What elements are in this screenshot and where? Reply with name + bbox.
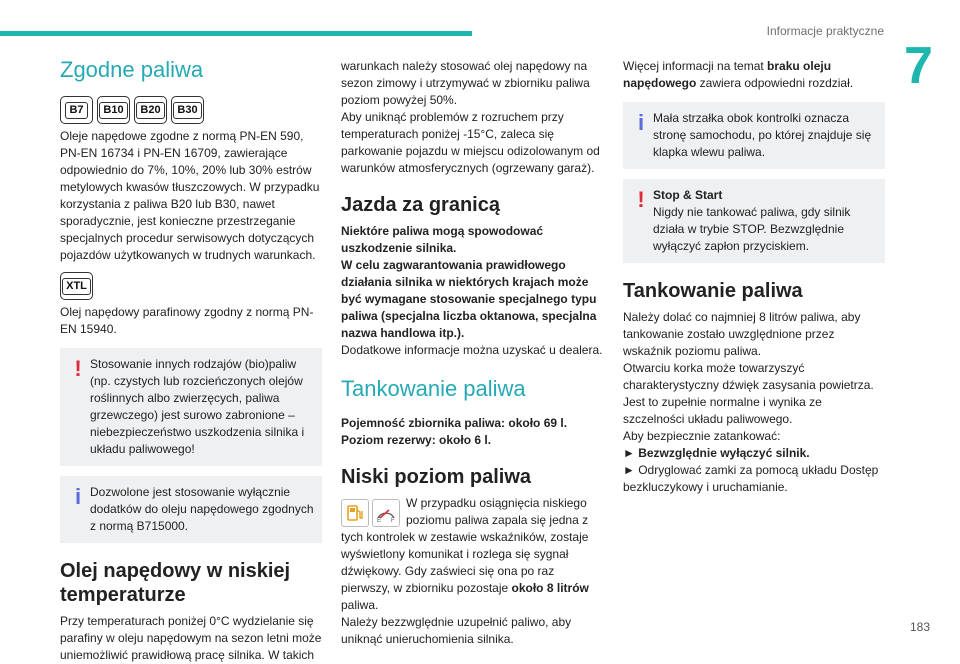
svg-text:E: E xyxy=(377,518,382,524)
heading-refueling: Tankowanie paliwa xyxy=(341,376,526,401)
info-note-arrow: i Mała strzałka obok kontrolki oznacza stronę samochodu, po której znajduje się klapka wlewu paliwa. xyxy=(623,102,885,169)
paragraph-safe-refuel: Aby bezpiecznie zatankować: xyxy=(623,429,781,443)
paragraph-refill: Należy bezzwględnie uzupełnić paliwo, aby uniknąć unieruchomienia silnika. xyxy=(341,615,572,646)
fuel-pump-icon xyxy=(341,499,369,527)
abroad-warning-1: Niektóre paliwa mogą spowodować uszkodzenie silnika. xyxy=(341,224,544,255)
xtl-badge-row xyxy=(60,272,322,300)
section-title: Informacje praktyczne xyxy=(766,24,884,38)
fuel-gauge-icon xyxy=(372,499,400,527)
info-icon: i xyxy=(74,484,82,509)
paragraph-biodiesel: Oleje napędowe zgodne z normą PN-EN 590, PN-EN 16734 i PN-EN 16709, zawierające odpowiednio do 7%, 10%, 20% lub 30% estrów metylowych kwasów tłuszczowych. W przypadku korzystania z paliwa B20 lub B30, nawet sporadycznie, jest konieczne przestrzeganie specjalnych procedur serwisowych dotyczących pojazdów użytkowanych w trudnych warunkach. xyxy=(60,129,320,262)
heading-abroad: Jazda za granicą xyxy=(341,194,500,216)
paragraph-min-liters: Należy dolać co najmniej 8 litrów paliwa, aby tankowanie zostało uwzględnione przez wskaźnik poziomu paliwa. xyxy=(623,310,861,358)
paragraph-garage: Aby uniknąć problemów z rozruchem przy temperaturach poniżej -15°C, zaleca się parkowanie pojazdu w miejscu odizolowanym od warunków atmosferycznych (ogrzewany garaż). xyxy=(341,110,600,175)
low-fuel-icons xyxy=(341,499,400,527)
abroad-dealer: Dodatkowe informacje można uzyskać u dealera. xyxy=(341,343,603,357)
column-2 xyxy=(341,58,603,648)
paragraph-low-fuel: W przypadku osiągnięcia niskiego poziomu paliwa zapala się jedna z tych kontrolek w zestawie wskaźników, zostaje wyświetlony komunikat i rozlega się sygnał dźwiękowy. Gdy zaświeci się ona po raz pierwszy, w zbiorniku pozostaje około 8 litrów paliwa. xyxy=(341,496,589,612)
tank-reserve: Poziom rezerwy: około 6 l. xyxy=(341,433,492,447)
paragraph-xtl: Olej napędowy parafinowy zgodny z normą PN-EN 15940. xyxy=(60,305,314,336)
warning-note-stop-start: ! Stop & Start Nigdy nie tankować paliwa, gdy silnik działa w trybie STOP. Bezwzględnie wyłączyć zapłon przyciskiem. xyxy=(623,179,885,263)
exclamation-icon: ! xyxy=(637,187,645,212)
column-3 xyxy=(623,58,885,496)
heading-cold-diesel: Olej napędowy w niskiej temperaturze xyxy=(60,560,291,606)
page-number: 183 xyxy=(909,620,930,634)
warning-note-biofuels: ! Stosowanie innych rodzajów (bio)paliw (np. czystych lub rozcieńczonych olejów roślinnych albo zwierzęcych, paliwa grzewczego) jest surowo zabronione – niebezpieczeństwo uszkodzenia silnika i układu paliwowego! xyxy=(60,348,322,466)
paragraph-winter: warunkach należy stosować olej napędowy na sezon zimowy i utrzymywać w zbiorniku paliwa poziom powyżej 50%. xyxy=(341,59,590,107)
fuel-badge-b20: B20 xyxy=(134,96,167,124)
step-engine-off: ► Bezwzględnie wyłączyć silnik. xyxy=(623,446,810,460)
heading-compatible-fuels: Zgodne paliwa xyxy=(60,57,204,82)
column-1 xyxy=(60,52,322,664)
paragraph-cold: Przy temperaturach poniżej 0°C wydzielanie się parafiny w oleju napędowym na sezon letni może uniemożliwić prawidłową pracę silnika. W takich xyxy=(60,614,322,662)
paragraph-more-info: Więcej informacji na temat braku oleju napędowego zawiera odpowiedni rozdział. xyxy=(623,59,854,90)
svg-text:F: F xyxy=(391,518,395,524)
fuel-badges xyxy=(60,96,322,124)
exclamation-icon: ! xyxy=(74,356,82,381)
chapter-number: 7 xyxy=(904,37,933,95)
info-icon: i xyxy=(637,110,645,135)
fuel-badge-xtl: XTL xyxy=(60,272,93,300)
info-note-additives: i Dozwolone jest stosowanie wyłącznie dodatków do oleju napędowego zgodnych z normą B715000. xyxy=(60,476,322,543)
heading-low-fuel: Niski poziom paliwa xyxy=(341,466,532,488)
paragraph-air-sound: Otwarciu korka może towarzyszyć charakterystyczny dźwięk zasysania powietrza. Jest to zupełnie normalne i wynika ze szczelności układu paliwowego. xyxy=(623,361,874,426)
tank-capacity: Pojemność zbiornika paliwa: około 69 l. xyxy=(341,416,568,430)
abroad-warning-2: W celu zagwarantowania prawidłowego działania silnika w niektórych krajach może być wymagane stosowanie specjalnego typu paliwa (specjalna liczba oktanowa, specjalna nazwa handlowa itp.). xyxy=(341,258,597,340)
fuel-badge-b10: B10 xyxy=(97,96,130,124)
fuel-badge-b7: B7 xyxy=(60,96,93,124)
heading-refuel: Tankowanie paliwa xyxy=(623,280,803,302)
header-rule xyxy=(0,31,472,36)
fuel-badge-b30: B30 xyxy=(171,96,204,124)
step-unlock: ► Odryglować zamki za pomocą układu Dostęp bezkluczykowy i uruchamianie. xyxy=(623,463,879,494)
